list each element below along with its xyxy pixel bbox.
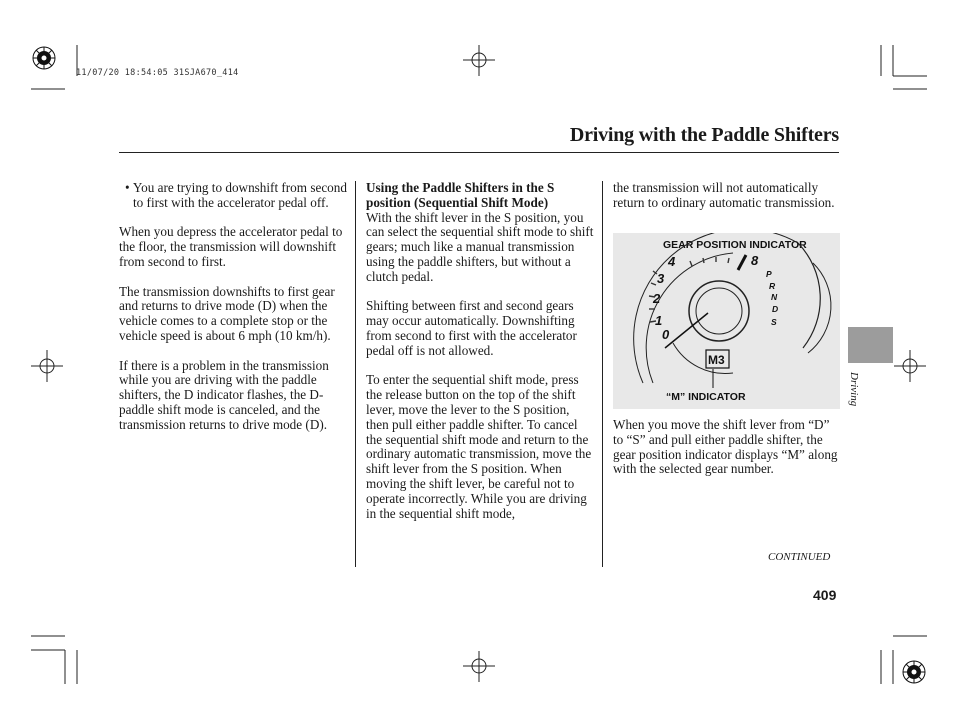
scale-label: 0 <box>662 327 670 342</box>
gear-indicator-figure <box>613 233 840 409</box>
print-info: 11/07/20 18:54:05 31SJA670_414 <box>76 68 239 78</box>
gear-letter-s: S <box>771 317 777 327</box>
m-indicator-label: “M” INDICATOR <box>666 391 746 403</box>
column-divider <box>602 181 603 567</box>
gear-letter-r: R <box>769 281 776 291</box>
section-heading: Using the Paddle Shifters in the S position (Sequential Shift Mode) <box>366 180 555 210</box>
paragraph: When you depress the accelerator pedal to the floor, the transmission will downshift from second to first. <box>119 224 343 269</box>
section-tab <box>848 327 893 363</box>
gear-letter-p: P <box>766 269 772 279</box>
starburst-bottom-right-icon <box>903 661 925 683</box>
bullet-text: You are trying to downshift from second to first with the accelerator pedal off. <box>132 180 347 210</box>
starburst-top-left-icon <box>33 47 55 69</box>
paragraph: With the shift lever in the S position, you can select the sequential shift mode to shift gears; much like a manual transmission using the paddle shifters, but without a clutch pedal. <box>366 209 594 284</box>
paragraph: If there is a problem in the transmission while you are driving with the paddle shifters, the D indicator flashes, the D-paddle shift mode is canceled, and the transmission returns to drive mode (D). <box>119 357 329 432</box>
column-divider <box>355 181 356 567</box>
scale-label: 1 <box>655 313 663 328</box>
column-3-continued <box>613 418 841 492</box>
gear-letter-n: N <box>771 292 778 302</box>
continued-label: CONTINUED <box>768 551 831 563</box>
title-rule <box>119 152 839 153</box>
scale-label: 8 <box>751 253 759 268</box>
paragraph: To enter the sequential shift mode, press the release button on the top of the shift lever, move the lever to the S position, then pull either paddle shifter. To cancel the sequential shift mode and return to the ordinary automatic transmission, move the shift lever from the S position. When moving the shift lever, be careful not to operate incorrectly. While you are driving in the sequential shift mode, <box>366 372 592 521</box>
gear-letter-d: D <box>772 304 779 314</box>
column-1 <box>119 181 347 447</box>
gear-display: M3 <box>708 353 725 367</box>
bullet-item: • You are trying to downshift from second to first with the accelerator pedal off. <box>125 180 347 210</box>
page-title: Driving with the Paddle Shifters <box>569 124 839 146</box>
gear-position-indicator-label: GEAR POSITION INDICATOR <box>663 239 807 251</box>
paragraph: Shifting between first and second gears may occur automatically. Downshifting from second to first with the accelerator pedal off is not allowed. <box>366 298 577 358</box>
page-number: 409 <box>813 587 837 603</box>
tachometer-illustration <box>613 233 840 409</box>
scale-label: 2 <box>653 291 661 306</box>
column-2 <box>366 181 594 536</box>
column-3 <box>613 181 841 225</box>
paragraph: the transmission will not automatically return to ordinary automatic transmission. <box>613 180 835 210</box>
paragraph: When you move the shift lever from “D” to “S” and pull either paddle shifter, the gear position indicator displays “M” along with the selected gear number. <box>613 417 838 477</box>
scale-label: 3 <box>657 271 665 286</box>
scale-label: 4 <box>668 254 676 269</box>
section-tab-label: Driving <box>848 372 860 407</box>
paragraph: The transmission downshifts to first gear and returns to drive mode (D) when the vehicle comes to a complete stop or the vehicle speed is about 6 mph (10 km/h). <box>119 283 335 343</box>
